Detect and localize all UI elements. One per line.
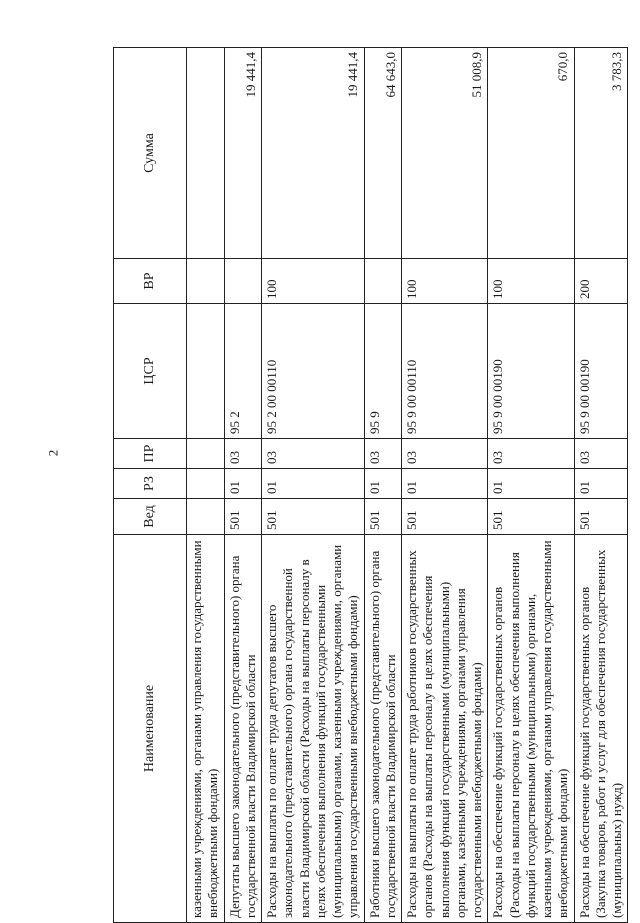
cell-pr: 03 — [574, 438, 628, 468]
table-row — [401, 47, 487, 922]
cell-rz: 01 — [574, 468, 628, 498]
cell-sum: 64 643,0 — [364, 47, 402, 258]
cell-name: Расходы на обеспечение функций государственных органов (Закупка товаров, работ и услуг для обеспечения государственных (муниципальных) нужд) — [574, 534, 628, 922]
cell-csr: 95 9 00 00190 — [574, 303, 628, 438]
cell-rz: 01 — [364, 468, 402, 498]
page-number: 2 — [45, 450, 61, 457]
cell-name: казенными учреждениями, органами управления государственными внебюджетными фондами) — [186, 534, 224, 922]
table-row — [364, 47, 402, 922]
cell-csr: 95 9 — [364, 303, 402, 438]
header-pr: ПР — [113, 438, 186, 468]
cell-vr: 100 — [487, 258, 573, 303]
cell-pr: 03 — [224, 438, 262, 468]
cell-csr: 95 2 — [224, 303, 262, 438]
cell-vr — [224, 258, 262, 303]
cell-pr: 03 — [401, 438, 487, 468]
cell-sum: 51 008,9 — [401, 47, 487, 258]
header-vr: ВР — [113, 258, 186, 303]
cell-name: Расходы на выплаты по оплате труда депутатов высшего законодательного (представительного) органа государственной власти Владимирской области (Расходы на выплаты персоналу в целях обеспечения выполнения функций государственными (муниципальными) органами, казенными учреждениями, органами управления государственными внебюджетными фондами) — [261, 534, 364, 922]
table-row — [186, 47, 224, 922]
header-name: Наименование — [113, 534, 186, 922]
cell-name: Расходы на выплаты по оплате труда работников государственных органов (Расходы на выплаты персоналу в целях обеспечения выполнения функций государственными (муниципальными) органами, казенными учреждениями, органами управления государственными внебюджетными фондами) — [401, 534, 487, 922]
cell-csr — [186, 303, 224, 438]
cell-vr — [364, 258, 402, 303]
cell-ved: 501 — [487, 498, 573, 534]
cell-rz: 01 — [487, 468, 573, 498]
cell-rz: 01 — [224, 468, 262, 498]
cell-rz: 01 — [261, 468, 364, 498]
cell-vr — [186, 258, 224, 303]
table-row — [261, 47, 364, 922]
cell-vr: 200 — [574, 258, 628, 303]
cell-rz — [186, 468, 224, 498]
cell-pr: 03 — [261, 438, 364, 468]
cell-sum: 670,0 — [487, 47, 573, 258]
cell-pr: 03 — [364, 438, 402, 468]
cell-sum — [186, 47, 224, 258]
table-row — [574, 47, 628, 922]
cell-csr: 95 2 00 00110 — [261, 303, 364, 438]
cell-vr: 100 — [261, 258, 364, 303]
cell-ved: 501 — [224, 498, 262, 534]
table-row — [224, 47, 262, 922]
cell-csr: 95 9 00 00110 — [401, 303, 487, 438]
cell-ved — [186, 498, 224, 534]
budget-table — [113, 47, 628, 923]
cell-vr: 100 — [401, 258, 487, 303]
cell-ved: 501 — [574, 498, 628, 534]
cell-ved: 501 — [401, 498, 487, 534]
header-sum: Сумма — [113, 47, 186, 258]
cell-pr — [186, 438, 224, 468]
header-ved: Вед — [113, 498, 186, 534]
header-csr: ЦСР — [113, 303, 186, 438]
table-row — [487, 47, 573, 922]
cell-sum: 19 441,4 — [224, 47, 262, 258]
cell-sum: 3 783,3 — [574, 47, 628, 258]
cell-sum: 19 441,4 — [261, 47, 364, 258]
cell-csr: 95 9 00 00190 — [487, 303, 573, 438]
header-rz: РЗ — [113, 468, 186, 498]
cell-name: Расходы на обеспечение функций государственных органов (Расходы на выплаты персоналу в целях обеспечения выполнения функций государственными (муниципальными) органами, казенными учреждениями, органами управления государственными внебюджетными фондами) — [487, 534, 573, 922]
cell-ved: 501 — [261, 498, 364, 534]
cell-pr: 03 — [487, 438, 573, 468]
table-header-row — [113, 47, 186, 922]
cell-name: Депутаты высшего законодательного (представительного) органа государственной власти Владимирской области — [224, 534, 262, 922]
cell-rz: 01 — [401, 468, 487, 498]
cell-name: Работники высшего законодательного (представительного) органа государственной власти Владимирской области — [364, 534, 402, 922]
cell-ved: 501 — [364, 498, 402, 534]
budget-table-container — [113, 48, 640, 923]
